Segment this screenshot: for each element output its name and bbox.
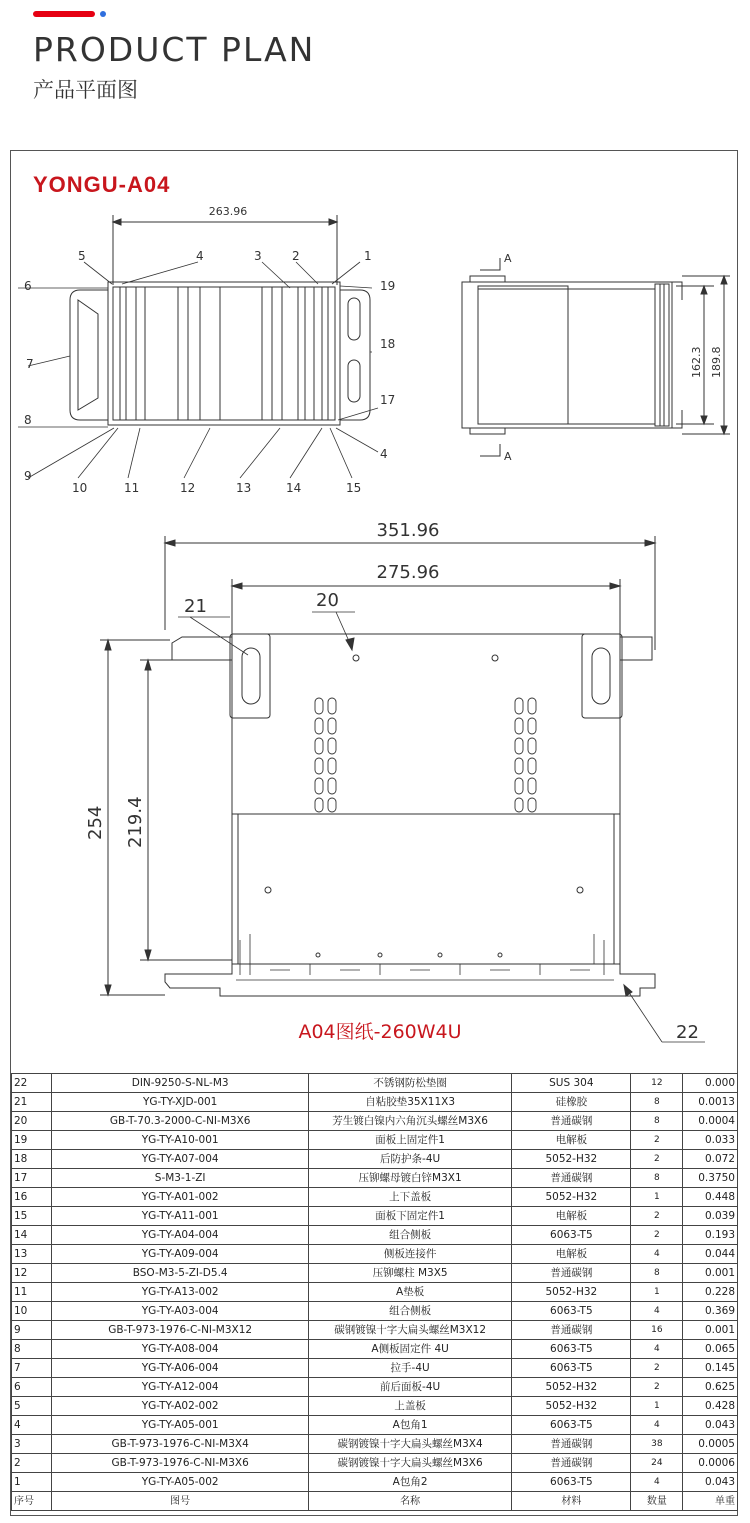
bom-cell-weight: 0.001 [683, 1321, 738, 1340]
bom-cell-weight: 0.039 [683, 1207, 738, 1226]
plan-callout-21: 21 [184, 596, 207, 617]
bom-header-row [12, 1492, 738, 1511]
bom-row [12, 1188, 738, 1207]
bom-cell-name: 组合侧板 [308, 1302, 512, 1321]
side-dim-inner: 162.3 [690, 346, 703, 378]
bom-cell-code: YG-TY-A03-004 [52, 1302, 308, 1321]
bom-row [12, 1378, 738, 1397]
bom-cell-qty: 4 [631, 1416, 683, 1435]
bom-cell-material: 普通碳钢 [512, 1435, 631, 1454]
bom-cell-no: 19 [12, 1131, 52, 1150]
bom-cell-name: A侧板固定件 4U [308, 1340, 512, 1359]
bom-cell-weight: 0.448 [683, 1188, 738, 1207]
bom-cell-qty: 2 [631, 1150, 683, 1169]
bom-cell-material: 普通碳钢 [512, 1264, 631, 1283]
plan-dim-outer-width: 351.96 [376, 520, 440, 541]
bom-cell-name: 压铆螺母镀白锌M3X1 [308, 1169, 512, 1188]
bom-cell-qty: 2 [631, 1359, 683, 1378]
top-view [18, 205, 395, 495]
bom-cell-name: 碳钢镀镍十字大扁头螺丝M3X12 [308, 1321, 512, 1340]
bom-cell-no: 5 [12, 1397, 52, 1416]
callout-12: 12 [180, 481, 196, 495]
bom-header-no: 序号 [12, 1492, 52, 1511]
bom-header-qty: 数量 [631, 1492, 683, 1511]
plan-callout-22: 22 [676, 1022, 699, 1043]
bom-header-name: 名称 [308, 1492, 512, 1511]
bom-cell-weight: 0.000 [683, 1074, 738, 1093]
bom-cell-name: A包角2 [308, 1473, 512, 1492]
bom-cell-no: 15 [12, 1207, 52, 1226]
section-label-bottom: A [504, 450, 512, 463]
bom-cell-no: 18 [12, 1150, 52, 1169]
bom-cell-weight: 0.145 [683, 1359, 738, 1378]
bom-cell-material: 6063-T5 [512, 1473, 631, 1492]
bom-cell-code: YG-TY-A01-002 [52, 1188, 308, 1207]
bom-cell-qty: 1 [631, 1283, 683, 1302]
bom-cell-no: 4 [12, 1416, 52, 1435]
bom-header-weight: 单重 [683, 1492, 738, 1511]
bom-cell-code: YG-TY-A09-004 [52, 1245, 308, 1264]
plan-dim-depth-inner: 219.4 [125, 796, 146, 848]
bom-row [12, 1435, 738, 1454]
bom-body [12, 1074, 738, 1511]
bom-cell-code: YG-TY-XJD-001 [52, 1093, 308, 1112]
bom-cell-weight: 0.0004 [683, 1112, 738, 1131]
bom-cell-no: 6 [12, 1378, 52, 1397]
bom-cell-qty: 4 [631, 1245, 683, 1264]
bom-cell-weight: 0.625 [683, 1378, 738, 1397]
bom-cell-code: YG-TY-A10-001 [52, 1131, 308, 1150]
bom-row [12, 1112, 738, 1131]
bom-row [12, 1416, 738, 1435]
bom-cell-name: 上盖板 [308, 1397, 512, 1416]
bom-cell-code: BSO-M3-5-ZI-D5.4 [52, 1264, 308, 1283]
bom-cell-code: YG-TY-A05-001 [52, 1416, 308, 1435]
bom-cell-code: GB-T-973-1976-C-NI-M3X4 [52, 1435, 308, 1454]
bom-cell-name: 碳钢镀镍十字大扁头螺丝M3X4 [308, 1435, 512, 1454]
page-subtitle: 产品平面图 [33, 78, 138, 102]
callout-13: 13 [236, 481, 252, 495]
bom-cell-qty: 2 [631, 1207, 683, 1226]
bom-cell-code: DIN-9250-S-NL-M3 [52, 1074, 308, 1093]
callout-4-top: 4 [196, 249, 204, 263]
bom-cell-weight: 0.428 [683, 1397, 738, 1416]
bom-cell-no: 13 [12, 1245, 52, 1264]
callout-18: 18 [380, 337, 396, 351]
bom-cell-no: 22 [12, 1074, 52, 1093]
plan-view [85, 520, 705, 1043]
bom-row [12, 1340, 738, 1359]
bom-row [12, 1226, 738, 1245]
bom-cell-no: 20 [12, 1112, 52, 1131]
bom-cell-no: 10 [12, 1302, 52, 1321]
bom-cell-qty: 12 [631, 1074, 683, 1093]
bom-cell-code: YG-TY-A11-001 [52, 1207, 308, 1226]
bom-cell-code: YG-TY-A06-004 [52, 1359, 308, 1378]
bom-cell-qty: 1 [631, 1397, 683, 1416]
model-number: YONGU-A04 [33, 172, 171, 197]
bom-cell-name: 侧板连接件 [308, 1245, 512, 1264]
bom-cell-name: 芳生镀白镍内六角沉头螺丝M3X6 [308, 1112, 512, 1131]
bom-cell-no: 17 [12, 1169, 52, 1188]
page-title: PRODUCT PLAN [33, 30, 316, 69]
bom-cell-no: 2 [12, 1454, 52, 1473]
callout-6: 6 [24, 279, 32, 293]
bom-cell-qty: 8 [631, 1093, 683, 1112]
bom-cell-name: A包角1 [308, 1416, 512, 1435]
bom-cell-weight: 0.043 [683, 1416, 738, 1435]
section-label-top: A [504, 252, 512, 265]
bom-header-code: 图号 [52, 1492, 308, 1511]
bom-cell-material: 5052-H32 [512, 1150, 631, 1169]
plan-dim-depth-outer: 254 [85, 805, 106, 840]
bom-cell-code: GB-T-973-1976-C-NI-M3X6 [52, 1454, 308, 1473]
callout-4-right: 4 [380, 447, 388, 461]
bom-cell-name: 前后面板-4U [308, 1378, 512, 1397]
bom-cell-material: 6063-T5 [512, 1359, 631, 1378]
bom-cell-weight: 0.065 [683, 1340, 738, 1359]
bom-cell-material: 普通碳钢 [512, 1321, 631, 1340]
callout-9: 9 [24, 469, 32, 483]
bom-row [12, 1454, 738, 1473]
bom-cell-code: YG-TY-A08-004 [52, 1340, 308, 1359]
bom-cell-weight: 0.044 [683, 1245, 738, 1264]
side-dim-outer: 189.8 [710, 346, 723, 378]
bom-cell-material: 6063-T5 [512, 1302, 631, 1321]
callout-7: 7 [26, 357, 34, 371]
bom-row [12, 1321, 738, 1340]
bom-row [12, 1207, 738, 1226]
bom-row [12, 1169, 738, 1188]
callout-1: 1 [364, 249, 372, 263]
bom-cell-qty: 4 [631, 1302, 683, 1321]
bom-cell-material: 电解板 [512, 1131, 631, 1150]
bom-row [12, 1473, 738, 1492]
bom-row [12, 1359, 738, 1378]
bom-cell-name: 面板下固定件1 [308, 1207, 512, 1226]
bom-cell-name: 后防护条-4U [308, 1150, 512, 1169]
bom-cell-qty: 8 [631, 1169, 683, 1188]
bom-cell-material: 5052-H32 [512, 1188, 631, 1207]
bom-cell-material: 硅橡胶 [512, 1093, 631, 1112]
bom-cell-code: YG-TY-A13-002 [52, 1283, 308, 1302]
bom-cell-name: 不锈钢防松垫圈 [308, 1074, 512, 1093]
bom-cell-material: 6063-T5 [512, 1340, 631, 1359]
bom-cell-qty: 1 [631, 1188, 683, 1207]
bom-cell-qty: 4 [631, 1340, 683, 1359]
bom-cell-code: GB-T-973-1976-C-NI-M3X12 [52, 1321, 308, 1340]
bom-row [12, 1245, 738, 1264]
bom-cell-weight: 0.369 [683, 1302, 738, 1321]
bom-row [12, 1283, 738, 1302]
bom-cell-no: 12 [12, 1264, 52, 1283]
bom-row [12, 1302, 738, 1321]
bom-cell-name: 压铆螺柱 M3X5 [308, 1264, 512, 1283]
bom-cell-weight: 0.001 [683, 1264, 738, 1283]
bom-cell-name: 碳钢镀镍十字大扁头螺丝M3X6 [308, 1454, 512, 1473]
bom-cell-no: 21 [12, 1093, 52, 1112]
bom-cell-weight: 0.3750 [683, 1169, 738, 1188]
bom-cell-code: GB-T-70.3-2000-C-NI-M3X6 [52, 1112, 308, 1131]
callout-10: 10 [72, 481, 88, 495]
bom-cell-material: 普通碳钢 [512, 1169, 631, 1188]
bom-cell-weight: 0.0006 [683, 1454, 738, 1473]
bom-cell-weight: 0.043 [683, 1473, 738, 1492]
bom-cell-code: YG-TY-A05-002 [52, 1473, 308, 1492]
bom-cell-code: YG-TY-A02-002 [52, 1397, 308, 1416]
bom-cell-qty: 8 [631, 1264, 683, 1283]
callout-5: 5 [78, 249, 86, 263]
callout-17: 17 [380, 393, 396, 407]
callout-2: 2 [292, 249, 300, 263]
bom-cell-material: 5052-H32 [512, 1397, 631, 1416]
bom-cell-weight: 0.0005 [683, 1435, 738, 1454]
callout-19: 19 [380, 279, 396, 293]
plan-dim-inner-width: 275.96 [376, 562, 440, 583]
bom-cell-material: 电解板 [512, 1207, 631, 1226]
top-width-dim: 263.96 [208, 205, 248, 218]
bom-cell-qty: 38 [631, 1435, 683, 1454]
drawing-caption: A04图纸-260W4U [298, 1021, 462, 1043]
bom-cell-no: 7 [12, 1359, 52, 1378]
bom-cell-qty: 8 [631, 1112, 683, 1131]
bom-header-material: 材料 [512, 1492, 631, 1511]
bom-cell-no: 16 [12, 1188, 52, 1207]
bom-cell-name: 组合侧板 [308, 1226, 512, 1245]
bom-cell-no: 14 [12, 1226, 52, 1245]
bom-cell-qty: 16 [631, 1321, 683, 1340]
bom-cell-weight: 0.193 [683, 1226, 738, 1245]
bom-row [12, 1131, 738, 1150]
bom-cell-no: 1 [12, 1473, 52, 1492]
side-view [462, 252, 730, 463]
bom-cell-no: 11 [12, 1283, 52, 1302]
bom-cell-material: 普通碳钢 [512, 1112, 631, 1131]
callout-11: 11 [124, 481, 140, 495]
callout-3: 3 [254, 249, 262, 263]
bom-cell-no: 9 [12, 1321, 52, 1340]
bom-cell-qty: 2 [631, 1378, 683, 1397]
bom-cell-code: YG-TY-A12-004 [52, 1378, 308, 1397]
bom-cell-no: 8 [12, 1340, 52, 1359]
bom-cell-no: 3 [12, 1435, 52, 1454]
bom-cell-name: 拉手-4U [308, 1359, 512, 1378]
bom-cell-name: A垫板 [308, 1283, 512, 1302]
bill-of-materials [11, 1073, 738, 1511]
callout-8: 8 [24, 413, 32, 427]
bom-cell-material: 6063-T5 [512, 1226, 631, 1245]
bom-row [12, 1397, 738, 1416]
bom-row [12, 1093, 738, 1112]
plan-callout-20: 20 [316, 590, 339, 611]
bom-cell-weight: 0.072 [683, 1150, 738, 1169]
bom-cell-name: 上下盖板 [308, 1188, 512, 1207]
callout-15: 15 [346, 481, 362, 495]
bom-cell-weight: 0.0013 [683, 1093, 738, 1112]
bom-row [12, 1150, 738, 1169]
bom-row [12, 1074, 738, 1093]
bom-cell-weight: 0.228 [683, 1283, 738, 1302]
bom-cell-material: 5052-H32 [512, 1283, 631, 1302]
bom-cell-qty: 4 [631, 1473, 683, 1492]
bom-cell-material: 电解板 [512, 1245, 631, 1264]
bom-cell-qty: 24 [631, 1454, 683, 1473]
bom-cell-material: 5052-H32 [512, 1378, 631, 1397]
bom-cell-code: YG-TY-A04-004 [52, 1226, 308, 1245]
bom-cell-weight: 0.033 [683, 1131, 738, 1150]
bom-cell-name: 面板上固定件1 [308, 1131, 512, 1150]
bom-cell-name: 自粘胶垫35X11X3 [308, 1093, 512, 1112]
bom-cell-material: 普通碳钢 [512, 1454, 631, 1473]
bom-cell-material: SUS 304 [512, 1074, 631, 1093]
callout-14: 14 [286, 481, 302, 495]
bom-cell-code: YG-TY-A07-004 [52, 1150, 308, 1169]
bom-cell-code: S-M3-1-ZI [52, 1169, 308, 1188]
bom-cell-material: 6063-T5 [512, 1416, 631, 1435]
bom-cell-qty: 2 [631, 1131, 683, 1150]
bom-row [12, 1264, 738, 1283]
bom-cell-qty: 2 [631, 1226, 683, 1245]
